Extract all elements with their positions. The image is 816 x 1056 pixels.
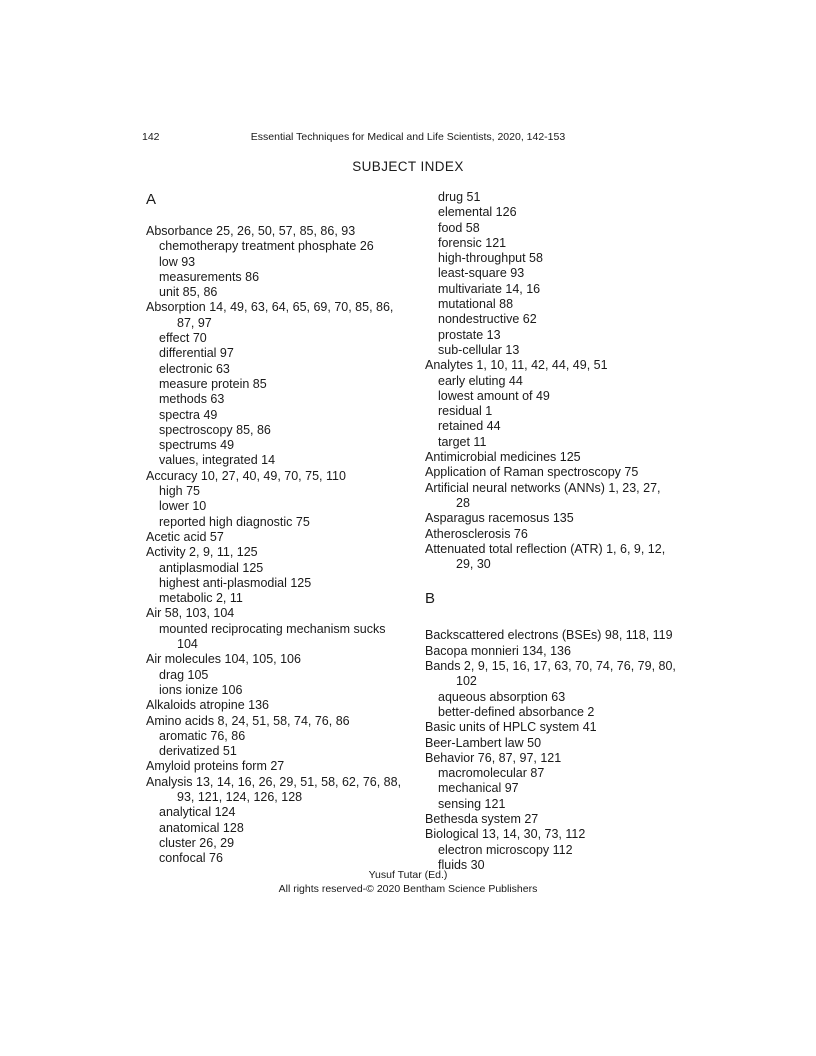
index-line: Air molecules 104, 105, 106: [146, 652, 301, 667]
index-line: least-square 93: [438, 266, 525, 281]
index-line: Analysis 13, 14, 16, 26, 29, 51, 58, 62, 76, 88,: [146, 774, 402, 789]
index-line: retained 44: [438, 419, 501, 434]
footer-editor: Yusuf Tutar (Ed.): [368, 869, 448, 881]
index-line: ions ionize 106: [159, 682, 243, 697]
index-line: drug 51: [438, 190, 481, 204]
index-column-left: [146, 190, 436, 866]
index-line: forensic 121: [438, 235, 507, 250]
index-line: Accuracy 10, 27, 40, 49, 70, 75, 110: [146, 468, 346, 483]
index-line: anatomical 128: [159, 820, 244, 835]
index-line: Alkaloids atropine 136: [146, 698, 269, 713]
index-line: 87, 97: [177, 315, 212, 330]
index-line: lower 10: [159, 499, 207, 514]
section-heading: A: [146, 191, 157, 208]
index-line: Bacopa monnieri 134, 136: [425, 643, 571, 658]
index-line: 104: [177, 637, 198, 652]
index-line: residual 1: [438, 404, 493, 419]
index-line: Absorbance 25, 26, 50, 57, 85, 86, 93: [146, 224, 356, 238]
index-line: fluids 30: [438, 857, 485, 872]
index-line: nondestructive 62: [438, 312, 537, 327]
index-line: chemotherapy treatment phosphate 26: [159, 239, 374, 254]
index-line: lowest amount of 49: [438, 388, 550, 403]
index-line: elemental 126: [438, 205, 517, 220]
index-line: antiplasmodial 125: [159, 560, 264, 575]
index-line: Activity 2, 9, 11, 125: [146, 545, 258, 560]
index-line: measure protein 85: [159, 376, 267, 391]
index-line: methods 63: [159, 392, 225, 407]
index-line: Acetic acid 57: [146, 529, 224, 544]
index-line: Application of Raman spectroscopy 75: [425, 465, 639, 480]
index-line: highest anti-plasmodial 125: [159, 575, 312, 590]
index-line: differential 97: [159, 346, 234, 361]
index-line: Backscattered electrons (BSEs) 98, 118, 119: [425, 628, 673, 643]
index-line: Analytes 1, 10, 11, 42, 44, 49, 51: [425, 358, 608, 373]
index-line: unit 85, 86: [159, 285, 218, 300]
index-line: early eluting 44: [438, 373, 523, 388]
index-line: Asparagus racemosus 135: [425, 511, 574, 526]
index-line: target 11: [438, 434, 487, 449]
index-line: 29, 30: [456, 557, 491, 572]
index-line: drag 105: [159, 667, 209, 682]
index-line: multivariate 14, 16: [438, 281, 541, 296]
index-line: metabolic 2, 11: [159, 591, 243, 606]
index-line: derivatized 51: [159, 744, 237, 759]
index-line: low 93: [159, 254, 196, 269]
index-line: sensing 121: [438, 796, 506, 811]
index-line: spectrums 49: [159, 438, 235, 453]
index-line: aromatic 76, 86: [159, 728, 246, 743]
index-line: confocal 76: [159, 851, 223, 866]
index-line: analytical 124: [159, 805, 236, 820]
index-line: Atherosclerosis 76: [425, 526, 528, 541]
index-line: sub-cellular 13: [438, 342, 520, 357]
index-line: effect 70: [159, 331, 207, 346]
index-line: Amyloid proteins form 27: [146, 759, 285, 774]
index-line: Artificial neural networks (ANNs) 1, 23, 27,: [425, 480, 661, 495]
section-heading: B: [425, 590, 436, 608]
running-title: Essential Techniques for Medical and Life Scientists, 2020, 142-153: [250, 131, 566, 143]
index-line: Basic units of HPLC system 41: [425, 720, 597, 735]
index-line: Amino acids 8, 24, 51, 58, 74, 76, 86: [146, 713, 350, 728]
index-line: Bethesda system 27: [425, 811, 539, 826]
index-line: high 75: [159, 484, 201, 499]
index-line: spectroscopy 85, 86: [159, 422, 271, 437]
index-line: cluster 26, 29: [159, 835, 235, 850]
index-line: measurements 86: [159, 269, 260, 284]
index-line: aqueous absorption 63: [438, 689, 566, 704]
index-line: 102: [456, 674, 477, 689]
index-line: mounted reciprocating mechanism sucks: [159, 621, 386, 636]
index-line: mechanical 97: [438, 781, 519, 796]
index-line: Beer-Lambert law 50: [425, 735, 542, 750]
index-line: prostate 13: [438, 327, 501, 342]
index-line: Biological 13, 14, 30, 73, 112: [425, 827, 586, 842]
page-number: 142: [142, 131, 160, 143]
index-line: Air 58, 103, 104: [146, 606, 235, 621]
index-line: 93, 121, 124, 126, 128: [177, 789, 303, 804]
index-line: values, integrated 14: [159, 453, 276, 468]
index-line: Absorption 14, 49, 63, 64, 65, 69, 70, 85, 86,: [146, 300, 394, 315]
index-line: 28: [456, 495, 470, 510]
index-column-right: [425, 190, 715, 873]
index-line: mutational 88: [438, 297, 514, 312]
index-line: food 58: [438, 220, 480, 235]
index-line: Bands 2, 9, 15, 16, 17, 63, 70, 74, 76, 79, 80,: [425, 659, 676, 674]
page-title: SUBJECT INDEX: [352, 159, 464, 174]
index-line: high-throughput 58: [438, 251, 543, 266]
index-line: Behavior 76, 87, 97, 121: [425, 750, 562, 765]
index-line: spectra 49: [159, 407, 218, 422]
page-footer: [0, 868, 816, 896]
index-line: Attenuated total reflection (ATR) 1, 6, 9, 12,: [425, 541, 666, 556]
index-line: electron microscopy 112: [438, 842, 573, 857]
index-line: Antimicrobial medicines 125: [425, 450, 581, 465]
index-line: macromolecular 87: [438, 766, 545, 781]
index-line: better-defined absorbance 2: [438, 704, 595, 719]
index-line: electronic 63: [159, 361, 230, 376]
footer-copyright: All rights reserved-© 2020 Bentham Science Publishers: [278, 883, 538, 895]
index-line: reported high diagnostic 75: [159, 514, 310, 529]
